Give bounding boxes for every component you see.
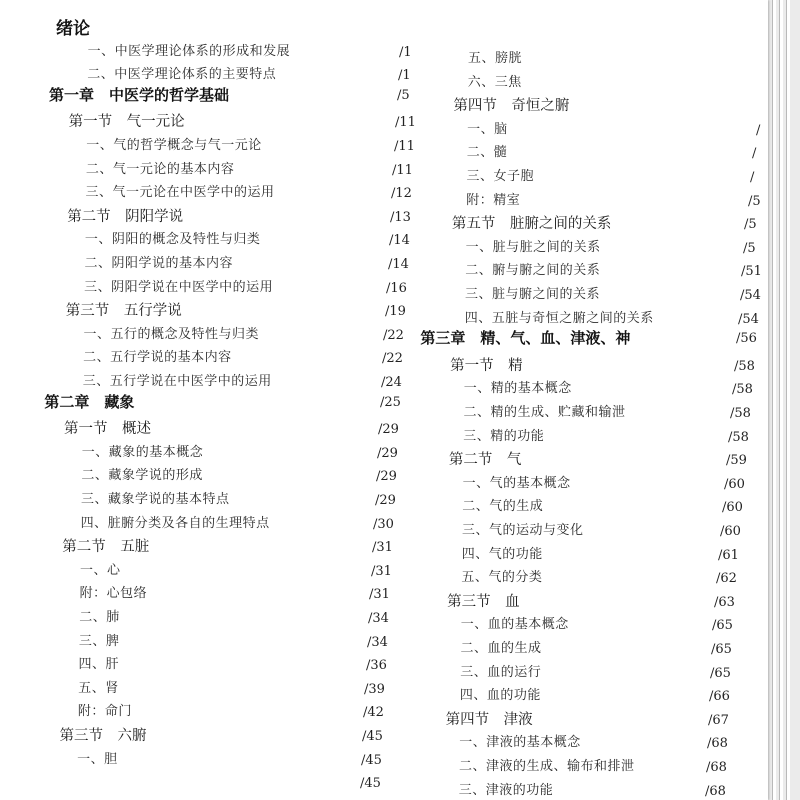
toc-entry-title: 三、女子胞 xyxy=(466,169,535,184)
toc-page-number: /29 xyxy=(375,493,396,508)
toc-page-number: /25 xyxy=(380,394,401,410)
toc-page-number: /5 xyxy=(748,193,761,209)
toc-entry-title: 第五节 脏腑之间的关系 xyxy=(451,216,612,233)
toc-page-number: /45 xyxy=(361,752,382,768)
toc-page-number: /29 xyxy=(377,445,398,461)
toc-entry-title: 二、髓 xyxy=(466,145,508,161)
toc-entry-title: 四、血的功能 xyxy=(459,688,541,704)
toc-entry-title: 三、气的运动与变化 xyxy=(462,523,584,538)
toc-entry-title: 一、气的基本概念 xyxy=(462,475,571,491)
toc-page-number: /14 xyxy=(388,257,409,272)
toc-page-number: /31 xyxy=(369,587,390,603)
toc-page-number: /58 xyxy=(734,358,755,374)
toc-page-number: /1 xyxy=(398,68,411,84)
toc-page-number: /62 xyxy=(716,571,737,587)
toc-entry-title: 六、三焦 xyxy=(467,74,522,90)
toc-page-number: /24 xyxy=(381,375,402,390)
toc-entry-title: 一、精的基本概念 xyxy=(463,381,572,397)
toc-page-number: /51 xyxy=(741,264,762,280)
toc-page-number: /14 xyxy=(389,233,410,249)
toc-entry-title: 附：命门 xyxy=(77,704,132,720)
toc-entry-title: 二、肺 xyxy=(79,610,120,625)
toc-page-number: /5 xyxy=(743,240,756,256)
toc-page-number: /5 xyxy=(744,217,757,233)
toc-page-number: /45 xyxy=(360,776,381,792)
toc-entry-title: 三、气一元论在中医学中的运用 xyxy=(85,185,275,201)
toc-entry-title: 二、气一元论的基本内容 xyxy=(85,161,235,177)
toc-column-right xyxy=(420,0,768,800)
toc-entry-title: 二、气的生成 xyxy=(462,499,544,515)
toc-page-number: /60 xyxy=(724,476,745,492)
toc-page-number: /68 xyxy=(706,760,727,775)
toc-entry-title: 第一章 中医学的哲学基础 xyxy=(48,85,229,104)
toc-page-number: /31 xyxy=(371,563,392,579)
toc-entry-title: 五、气的分类 xyxy=(461,570,543,586)
toc-entry-title: 第四节 津液 xyxy=(445,711,533,728)
toc-entry-title: 四、脏腑分类及各自的生理特点 xyxy=(80,515,270,531)
toc-entry-title: 一、阴阳的概念及特性与归类 xyxy=(84,232,261,248)
toc-entry-title: 二、津液的生成、输布和排泄 xyxy=(459,759,635,774)
toc-page-number: /1 xyxy=(399,44,412,60)
toc-entry-title: 第一节 气一元论 xyxy=(68,114,185,131)
toc-page-number: /58 xyxy=(732,382,753,398)
toc-page-number: /65 xyxy=(711,642,732,657)
toc-entry-title: 第四节 奇恒之腑 xyxy=(453,98,570,115)
toc-page-number: /11 xyxy=(394,139,415,154)
toc-entry-title: 附：心包络 xyxy=(79,586,148,602)
toc-page-number: /31 xyxy=(372,540,393,556)
toc-entry-title: 第三章 精、气、血、津液、神 xyxy=(420,329,631,348)
toc-page-number: /54 xyxy=(740,288,761,303)
toc-entry-title: 二、五行学说的基本内容 xyxy=(83,350,232,366)
toc-entry-title: 一、心 xyxy=(79,562,121,578)
page-edge xyxy=(772,0,776,800)
toc-entry-title: 第三节 六腑 xyxy=(59,728,147,744)
toc-entry-title: 第三节 血 xyxy=(447,593,520,610)
toc-page-number: /67 xyxy=(708,712,729,728)
toc-entry-title: 三、津液的功能 xyxy=(458,782,554,798)
toc-entry-title: 一、津液的基本概念 xyxy=(459,735,581,751)
toc-entry-title: 五、膀胱 xyxy=(468,51,523,66)
toc-entry-title: 一、血的基本概念 xyxy=(460,617,569,633)
toc-entry-title: 二、藏象学说的形成 xyxy=(81,468,203,484)
toc-entry-title: 绪论 xyxy=(56,19,90,39)
toc-page-number: /39 xyxy=(364,681,385,697)
toc-entry-title: 三、脾 xyxy=(78,633,120,649)
toc-page-number: /29 xyxy=(378,422,399,438)
toc-page-number: /59 xyxy=(726,453,747,469)
toc-page-number: /30 xyxy=(373,516,394,532)
toc-entry-title: 二、中医学理论体系的主要特点 xyxy=(87,67,277,83)
toc-page-number: /63 xyxy=(714,594,735,610)
toc-page-number: /45 xyxy=(362,729,383,744)
toc-page-number: /19 xyxy=(385,304,406,320)
toc-page-number: / xyxy=(752,146,757,162)
toc-page-number: / xyxy=(756,122,761,138)
toc-page-number: /68 xyxy=(707,736,728,752)
toc-entry-title: 四、肝 xyxy=(78,657,120,673)
toc-entry-title: 二、腑与腑之间的关系 xyxy=(465,263,601,279)
toc-entry-title: 一、中医学理论体系的形成和发展 xyxy=(87,43,291,59)
toc-entry-title: 三、精的功能 xyxy=(463,428,545,444)
toc-entry-title: 第二节 气 xyxy=(448,452,522,469)
toc-entry-title: 一、气的哲学概念与气一元论 xyxy=(86,138,262,153)
toc-entry-title: 四、气的功能 xyxy=(461,546,543,562)
toc-entry-title: 第二节 阴阳学说 xyxy=(67,208,184,225)
toc-entry-title: 三、藏象学说的基本特点 xyxy=(81,492,230,507)
toc-page-number: /36 xyxy=(366,658,387,674)
toc-entry-title: 四、五脏与奇恒之腑之间的关系 xyxy=(464,310,654,326)
toc-entry-title: 第二章 藏象 xyxy=(44,392,135,411)
toc-page-number: /61 xyxy=(718,547,739,563)
toc-page-number: /58 xyxy=(728,429,749,445)
toc-entry-title: 第一节 精 xyxy=(450,357,523,374)
toc-entry-title: 一、五行的概念及特性与归类 xyxy=(83,326,259,342)
toc-page-number: /65 xyxy=(710,665,731,681)
toc-entry-title: 一、脏与脏之间的关系 xyxy=(465,239,601,255)
toc-page-number: /65 xyxy=(712,618,733,634)
toc-page-number: / xyxy=(750,170,755,185)
toc-entry-title: 三、五行学说在中医学中的运用 xyxy=(82,374,272,389)
toc-entry-title: 第一节 概述 xyxy=(64,421,152,438)
toc-entry-title: 二、血的生成 xyxy=(460,641,542,656)
toc-page-number: /66 xyxy=(709,689,730,705)
toc-entry-title: 二、精的生成、贮藏和输泄 xyxy=(463,405,626,420)
toc-page-number: /29 xyxy=(376,469,397,485)
toc-entry-title: 附：精室 xyxy=(466,192,521,208)
toc-entry-title: 五、肾 xyxy=(78,680,119,696)
toc-page-number: /5 xyxy=(397,87,410,103)
toc-entry-title: 第二节 五脏 xyxy=(62,539,150,556)
toc-page-number: /60 xyxy=(720,524,741,539)
toc-page-number: /68 xyxy=(705,783,726,799)
toc-entry-title: 一、脑 xyxy=(467,121,508,137)
toc-entry-title: 二、阴阳学说的基本内容 xyxy=(84,256,234,271)
toc-page-number: /13 xyxy=(390,209,411,225)
toc-page-number: /34 xyxy=(367,634,388,650)
toc-page-number: /11 xyxy=(392,162,413,178)
toc-entry-title: 三、脏与腑之间的关系 xyxy=(465,287,601,302)
toc-page-number: /11 xyxy=(395,115,416,131)
toc-entry-title: 第三节 五行学说 xyxy=(65,303,182,320)
toc-entry-title: 三、阴阳学说在中医学中的运用 xyxy=(84,279,274,295)
toc-page-number: /22 xyxy=(383,327,404,343)
toc-page-number: /58 xyxy=(730,406,751,421)
toc-page-number: /34 xyxy=(368,611,389,626)
toc-page-number: /42 xyxy=(363,705,384,721)
toc-page-number: /16 xyxy=(386,280,407,296)
toc-page-number: /12 xyxy=(391,186,412,202)
toc-page-number: /56 xyxy=(736,331,757,347)
page-edge xyxy=(779,0,783,800)
toc-page-number: /54 xyxy=(738,311,759,327)
toc-page-number: /60 xyxy=(722,500,743,516)
toc-entry-title: 一、胆 xyxy=(77,751,118,767)
toc-entry-title: 三、血的运行 xyxy=(460,664,542,680)
page-edge xyxy=(786,0,790,800)
toc-page-number: /22 xyxy=(382,351,403,367)
toc-entry-title: 一、藏象的基本概念 xyxy=(81,444,204,460)
